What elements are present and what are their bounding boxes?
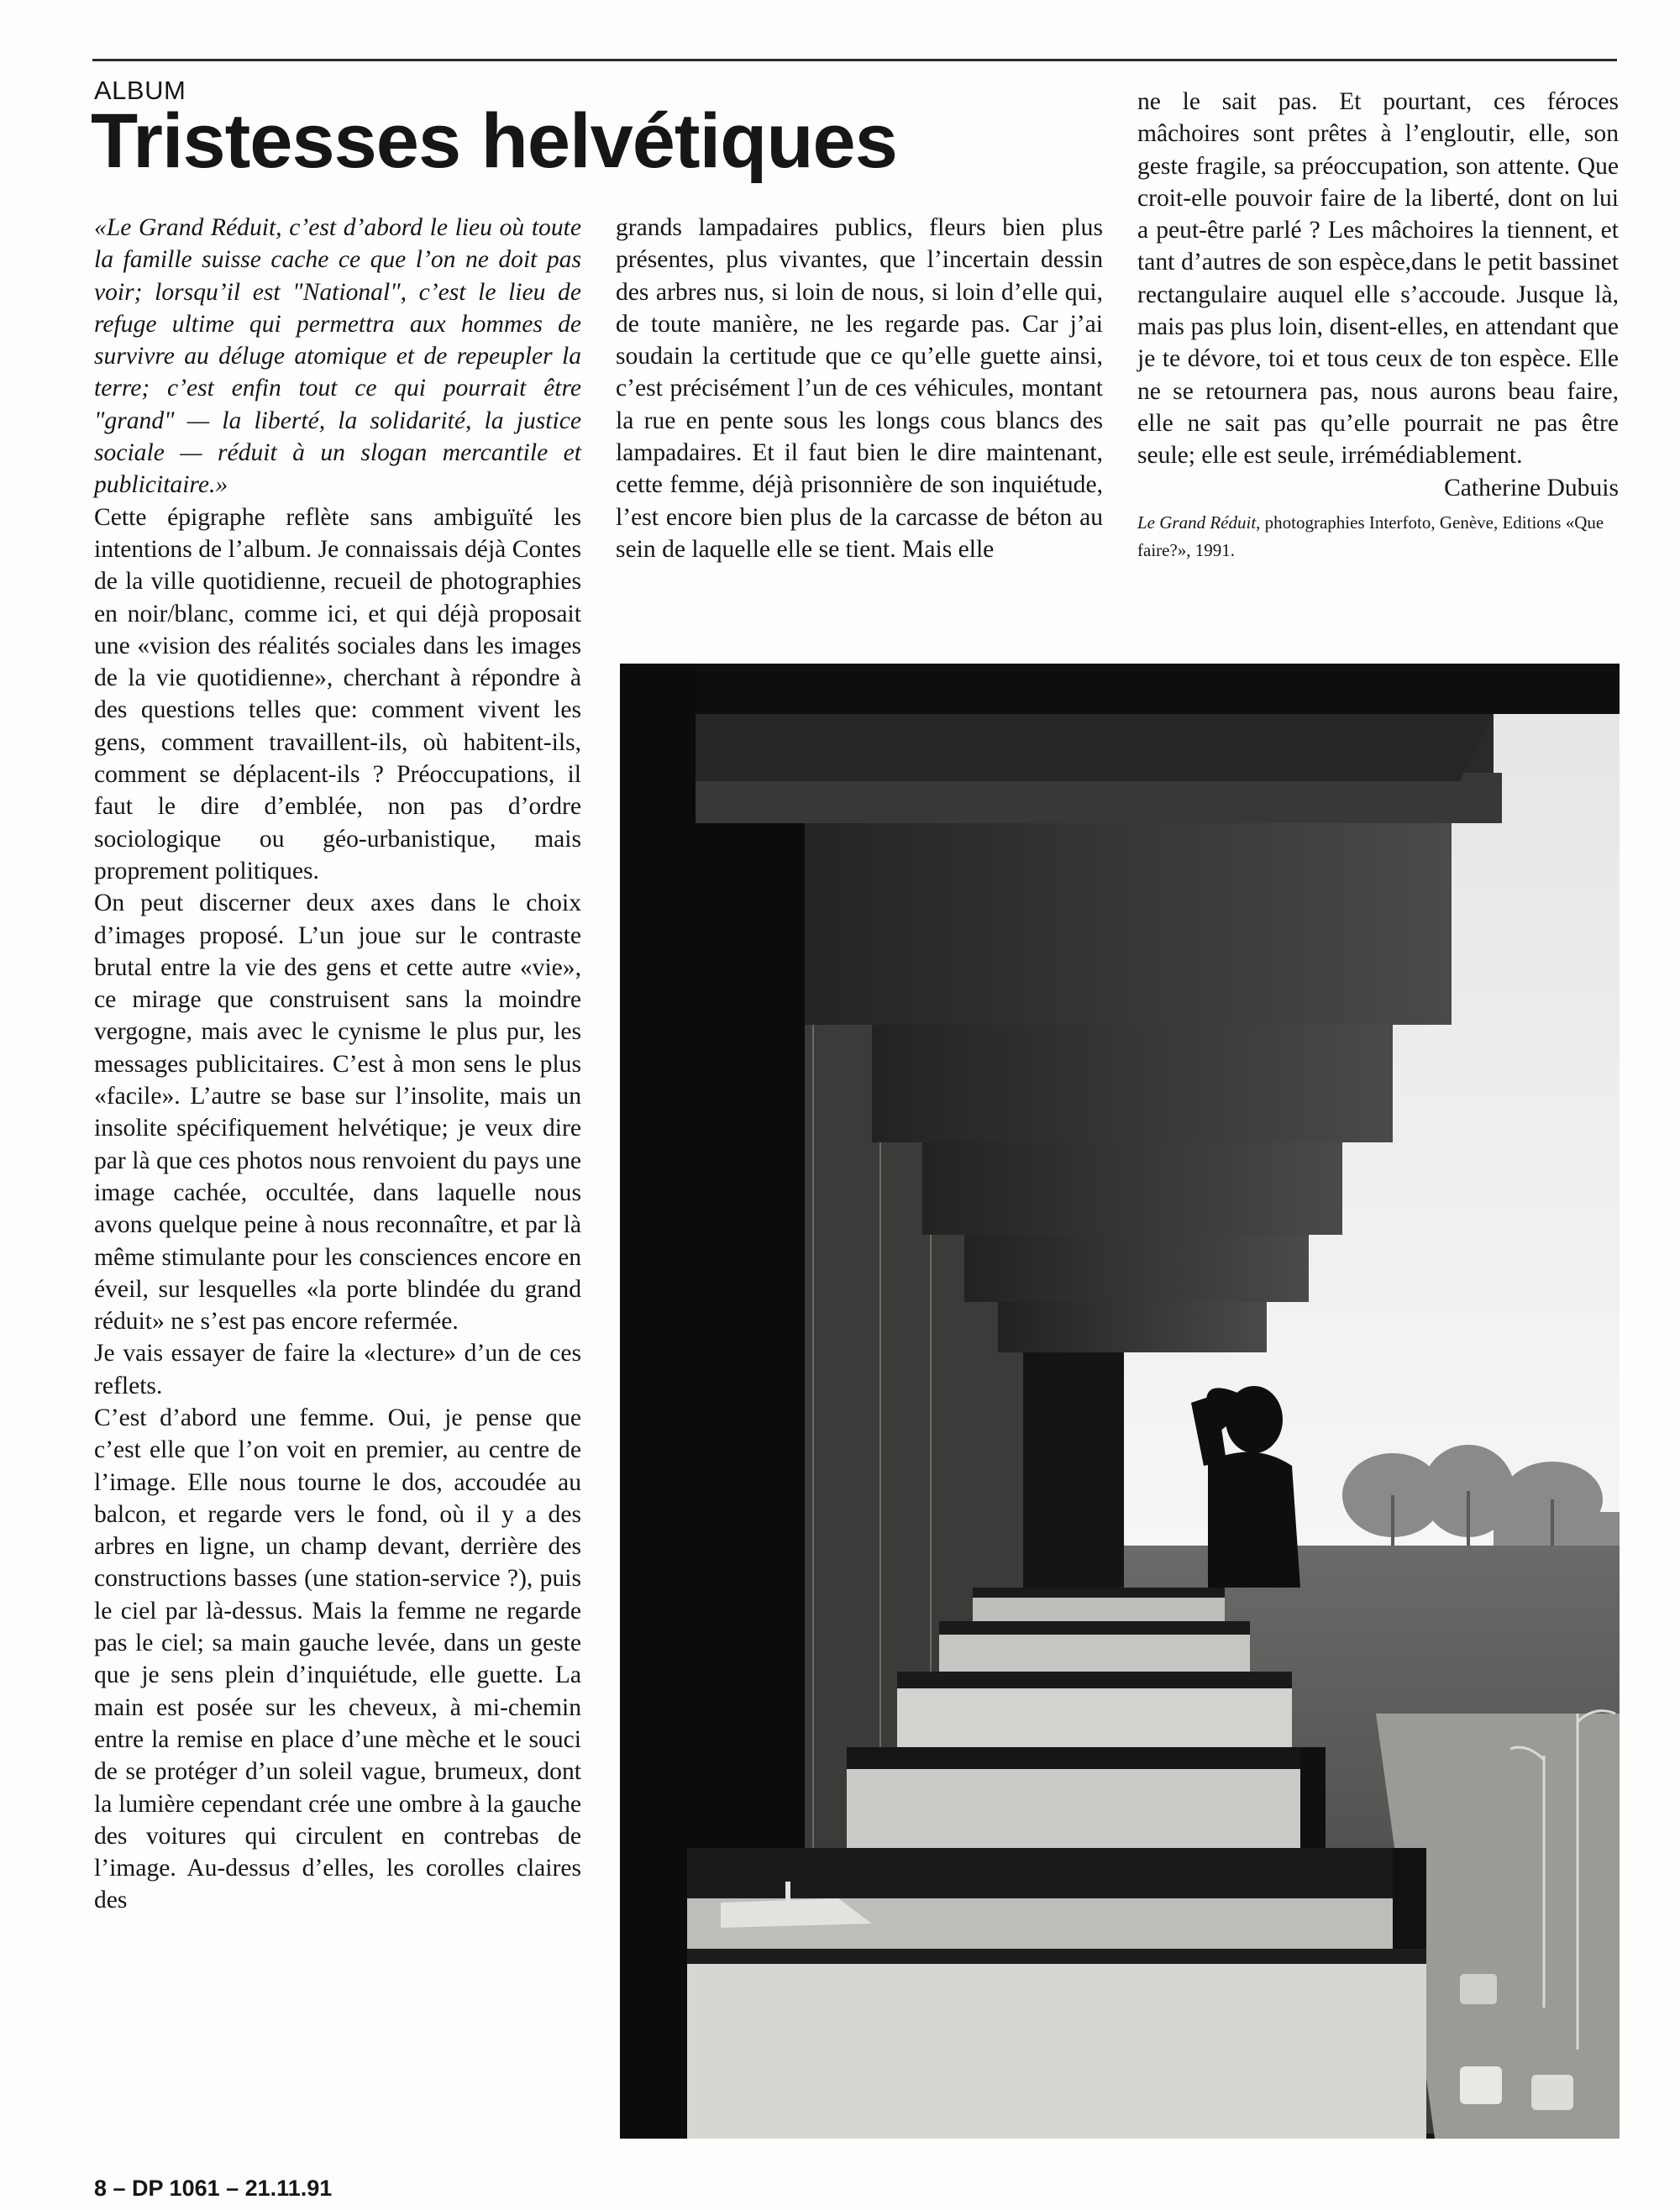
paragraph-3: Je vais essayer de faire la «lecture» d’un de ces reflets. — [94, 1340, 581, 1399]
paragraph-4-end: ne le sait pas. Et pourtant, ces féroces mâchoires sont prêtes à l’engloutir, elle, son geste fragile, sa préoccupation, son attente. Que croit-elle pouvoir faire de la liberté, dont on lui a peut-être parlé ? Les mâchoires la tiennent, et tant d’autres de son espèce,dans le petit bassinet rectangulaire auquel elle s’accoude. Jusque là, mais pas plus loin, disent-elles, en attendant que je te dévore, toi et tous ceux de ton espèce. Elle ne se retournera pas, nous aurons beau faire, elle ne sait pas qu’elle pourrait ne pas être seule; elle est seule, irrémédiablement. — [1137, 88, 1619, 470]
page-folio: 8 – DP 1061 – 21.11.91 — [94, 2176, 333, 2201]
epigraph: «Le Grand Réduit, c’est d’abord le lieu où toute la famille suisse cache ce que l’on ne doit pas voir; lorsqu’il est "National", c’est le lieu de refuge ultime qui permettra aux hommes de survivre au déluge atomique et de repeupler la terre; c’est enfin tout ce qui pourrait être "grand" — la liberté, la solidarité, la justice sociale — réduit à un slogan mercantile et publicitaire.» — [94, 214, 581, 499]
paragraph-4-continued: grands lampadaires publics, fleurs bien plus présentes, plus vivantes, que l’incertain dessin des arbres nus, si loin de nous, si loin d’elle qui, de toute manière, ne les regarde pas. Car j’ai soudain la certitude que ce qu’elle guette ainsi, c’est précisément l’un de ces véhicules, montant la rue en pente sous les longs cous blancs des lampadaires. Et il faut bien le dire maintenant, cette femme, déjà prisonnière de son inquiétude, l’est encore bien plus de la carcasse de béton au sein de laquelle elle se tient. Mais elle — [616, 214, 1103, 563]
top-rule — [92, 59, 1617, 61]
paragraph-4: C’est d’abord une femme. Oui, je pense que c’est elle que l’on voit en premier, au centre de l’image. Elle nous tourne le dos, accoudée au balcon, et regarde vers le fond, où il y a des arbres en ligne, un champ devant, derrière des constructions basses (une station-service ?), puis le ciel par là-dessus. Mais la femme ne regarde pas le ciel; sa main gauche levée, dans un geste que je sens plein d’inquiétude, elle guette. La main est posée sur les cheveux, à mi-chemin entre la remise en place d’une mèche et le souci de se protéger d’un soleil vague, brumeux, dont la lumière cependant crée une ombre à la gauche des voitures qui circulent en contrebas de l’image. Au-dessus d’elles, les corolles claires des — [94, 1404, 581, 1914]
balcony-photograph — [620, 664, 1620, 2139]
paragraph-1: Cette épigraphe reflète sans ambiguïté les intentions de l’album. Je connaissais déjà Contes de la ville quotidienne, recueil de photographies en noir/blanc, comme ici, et qui déjà proposait une «vision des réalités sociales dans les images de la vie quotidienne», cherchant à répondre à des questions telles que: comment vivent les gens, comment travaillent-ils, où habitent-ils, comment se déplacent-ils ? Préoccupations, il faut le dire d’emblée, non pas d’ordre sociologique ou géo-urbanistique, mais proprement politiques. — [94, 503, 581, 885]
book-credit — [1137, 509, 1619, 564]
credit-title: Le Grand Réduit — [1137, 512, 1257, 533]
column-2 — [616, 212, 1103, 565]
author-signature: Catherine Dubuis — [1444, 474, 1619, 501]
section-label: ALBUM — [94, 76, 186, 105]
column-1 — [94, 212, 581, 1917]
paragraph-2: On peut discerner deux axes dans le choix d’images proposé. L’un joue sur le contraste brutal entre la vie des gens et cette autre «vie», ce mirage que construisent sans la moindre vergogne, mais avec le cynisme le plus pur, les messages publicitaires. C’est à mon sens le plus «facile». L’autre se base sur l’insolite, mais un insolite spécifiquement helvétique; je veux dire par là que ces photos nous renvoient du pays une image cachée, occultée, dans laquelle nous avons quelque peine à nous reconnaître, et par là même stimulante pour les consciences encore en éveil, sur lesquelles «la porte blindée du grand réduit» ne s’est pas encore refermée. — [94, 890, 581, 1336]
column-3 — [1137, 86, 1619, 564]
article-title: Tristesses helvétiques — [91, 98, 897, 184]
credit-details: , photographies Interfoto, Genève, Editions «Que faire?», 1991. — [1137, 512, 1604, 560]
